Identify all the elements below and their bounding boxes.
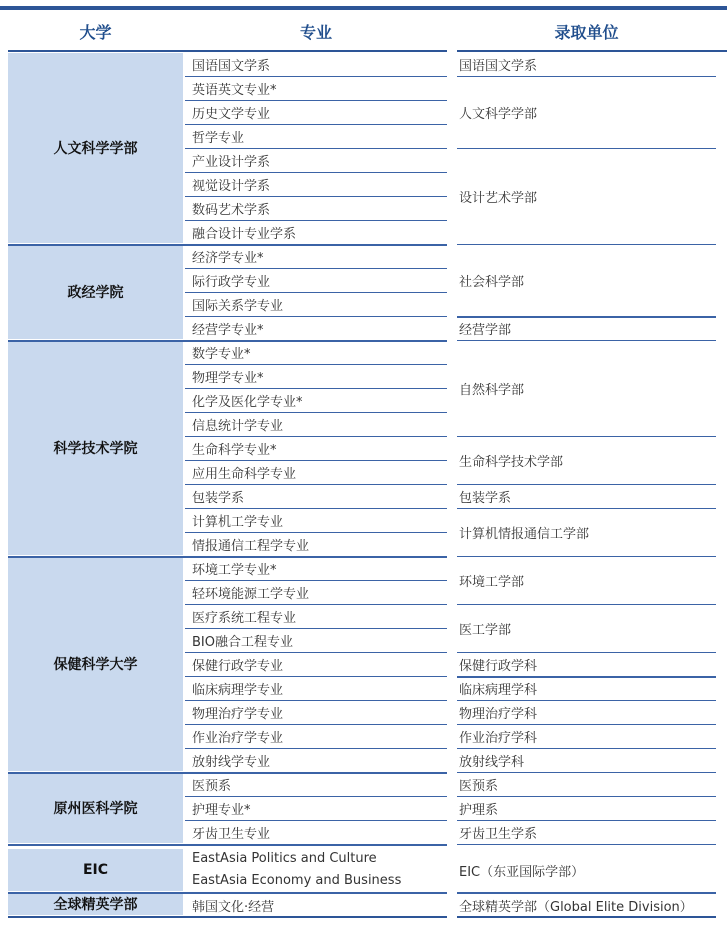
university-cell: 科学技术学院 — [8, 341, 183, 555]
unit-cell: 包装学系 — [459, 490, 512, 506]
table-bottom-border — [457, 916, 716, 918]
major-cell: 医疗系统工程专业 — [192, 610, 297, 626]
unit-cell: 医预系 — [459, 778, 499, 794]
major-cell: 视觉设计学系 — [192, 178, 271, 194]
major-cell: 英语英文专业* — [192, 82, 277, 98]
major-cell-global: 韩国文化·经营 — [192, 899, 275, 915]
university-cell: EIC — [8, 849, 183, 891]
university-cell: 人文科学学部 — [8, 53, 183, 243]
unit-cell: 人文科学学部 — [459, 106, 538, 122]
major-cell: 医预系 — [192, 778, 232, 794]
major-cell: 情报通信工程学专业 — [192, 538, 310, 554]
unit-cell: 放射线学科 — [459, 754, 525, 770]
unit-cell: 社会科学部 — [459, 274, 525, 290]
major-cell: 数码艺术学系 — [192, 202, 271, 218]
university-cell: 保健科学大学 — [8, 557, 183, 771]
unit-cell: 计算机情报通信工学部 — [459, 526, 590, 542]
major-cell: 生命科学专业* — [192, 442, 277, 458]
major-cell: 经营学专业* — [192, 322, 264, 338]
major-cell: 经济学专业* — [192, 250, 264, 266]
major-cell: BIO融合工程专业 — [192, 634, 293, 650]
unit-cell: 保健行政学科 — [459, 658, 538, 674]
eic-major-line: EastAsia Politics and Culture — [192, 851, 377, 866]
unit-cell: 自然科学部 — [459, 382, 525, 398]
major-cell: 临床病理学专业 — [192, 682, 284, 698]
major-cell: 放射线学专业 — [192, 754, 271, 770]
major-cell: 物理治疗学专业 — [192, 706, 284, 722]
major-cell: 国际关系学专业 — [192, 298, 284, 314]
unit-divider — [457, 844, 716, 845]
major-cell: 历史文学专业 — [192, 106, 271, 122]
unit-cell: 牙齿卫生学系 — [459, 826, 538, 842]
major-cell: 际行政学专业 — [192, 274, 271, 290]
unit-cell: 生命科学技术学部 — [459, 454, 564, 470]
major-cell: 国语国文学系 — [192, 58, 271, 74]
major-cell: 数学专业* — [192, 346, 251, 362]
major-cell: 融合设计专业学系 — [192, 226, 297, 242]
major-cell: 化学及医化学专业* — [192, 394, 303, 410]
university-cell: 全球精英学部 — [8, 893, 183, 915]
major-cell: 计算机工学专业 — [192, 514, 284, 530]
major-cell: 轻环境能源工学专业 — [192, 586, 310, 602]
unit-cell-eic: EIC（东亚国际学部） — [459, 864, 585, 880]
major-cell: 作业治疗学专业 — [192, 730, 284, 746]
major-cell: 应用生命科学专业 — [192, 466, 297, 482]
unit-cell: 医工学部 — [459, 622, 512, 638]
major-cell: 保健行政学专业 — [192, 658, 284, 674]
unit-cell: 国语国文学系 — [459, 58, 538, 74]
major-cell: 护理专业* — [192, 802, 251, 818]
major-cell: 环境工学专业* — [192, 562, 277, 578]
unit-cell: 环境工学部 — [459, 574, 525, 590]
major-cell: 物理学专业* — [192, 370, 264, 386]
table-bottom-border — [8, 916, 447, 918]
university-cell: 原州医科学院 — [8, 773, 183, 843]
header-university: 大学 — [79, 22, 112, 42]
major-cell: 信息统计学专业 — [192, 418, 284, 434]
major-cell-eic — [185, 848, 447, 892]
unit-cell: 护理系 — [459, 802, 499, 818]
major-cell: 包装学系 — [192, 490, 245, 506]
unit-cell-global: 全球精英学部（Global Elite Division） — [459, 899, 693, 915]
group-divider — [8, 844, 447, 846]
unit-cell: 临床病理学科 — [459, 682, 538, 698]
unit-cell: 经营学部 — [459, 322, 512, 338]
unit-cell: 作业治疗学科 — [459, 730, 538, 746]
header-major: 专业 — [299, 22, 332, 42]
eic-major-line: EastAsia Economy and Business — [192, 873, 402, 888]
major-cell: 产业设计学系 — [192, 154, 271, 170]
unit-cell: 物理治疗学科 — [459, 706, 538, 722]
table-top-border — [0, 6, 727, 10]
university-cell: 政经学院 — [8, 245, 183, 339]
header-unit: 录取单位 — [554, 22, 619, 42]
major-cell: 牙齿卫生专业 — [192, 826, 271, 842]
unit-cell: 设计艺术学部 — [459, 190, 538, 206]
major-cell: 哲学专业 — [192, 130, 245, 146]
